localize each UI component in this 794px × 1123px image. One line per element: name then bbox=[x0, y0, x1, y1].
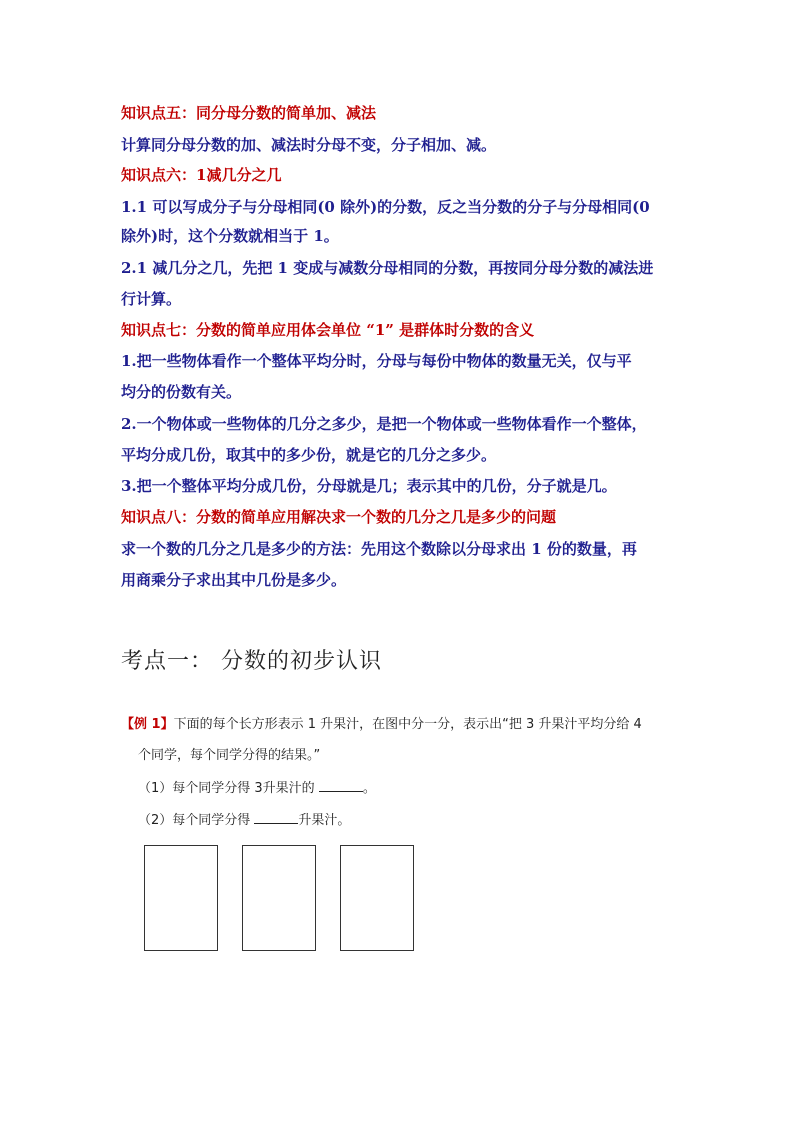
question-one-text: （1）每个同学分得 3升果汁的 bbox=[138, 781, 319, 796]
example-text-line1: 下面的每个长方形表示 1 升果汁，在图中分一分，表示出“把 3 升果汁平均分给 4 bbox=[173, 717, 642, 732]
section-text-five: 计算同分母分数的加、减法时分母不变，分子相加、减。 bbox=[121, 136, 497, 154]
section-text-seven-line2: 均分的份数有关。 bbox=[121, 383, 242, 401]
section-text-seven-line3: 2.一个物体或一些物体的几分之多少，是把一个物体或一些物体看作一个整体， bbox=[121, 415, 647, 433]
juice-rectangle-2[interactable] bbox=[242, 845, 316, 951]
section-text-six-line1: 1.1 可以写成分子与分母相同(0 除外)的分数，反之当分数的分子与分母相同(0 bbox=[121, 198, 650, 216]
section-title-six: 知识点六：1减几分之几 bbox=[121, 166, 282, 184]
juice-rectangle-1[interactable] bbox=[144, 845, 218, 951]
example-intro-line1 bbox=[121, 716, 642, 734]
section-text-seven-line5: 3.把一个整体平均分成几份，分母就是几；表示其中的几份，分子就是几。 bbox=[121, 477, 617, 495]
section-text-seven-line1: 1.把一些物体看作一个整体平均分时，分母与每份中物体的数量无关，仅与平 bbox=[121, 352, 632, 370]
section-text-eight-line1: 求一个数的几分之几是多少的方法：先用这个数除以分母求出 1 份的数量，再 bbox=[121, 540, 637, 558]
answer-blank-one[interactable] bbox=[319, 779, 363, 792]
question-two bbox=[138, 811, 350, 830]
answer-blank-two[interactable] bbox=[254, 811, 298, 824]
section-title-five: 知识点五：同分母分数的简单加、减法 bbox=[121, 104, 377, 122]
section-title-seven: 知识点七：分数的简单应用体会单位 “1” 是群体时分数的含义 bbox=[121, 321, 535, 339]
question-one-end: 。 bbox=[362, 781, 376, 796]
question-two-text: （2）每个同学分得 bbox=[138, 813, 255, 828]
example-tag: 【例 1】 bbox=[121, 717, 174, 732]
section-text-six-line3: 2.1 减几分之几，先把 1 变成与减数分母相同的分数，再按同分母分数的减法进 bbox=[121, 259, 654, 277]
example-text-line2: 个同学，每个同学分得的结果。” bbox=[138, 748, 321, 763]
section-text-eight-line2: 用商乘分子求出其中几份是多少。 bbox=[121, 571, 347, 589]
section-text-six-line2: 除外)时，这个分数就相当于 1。 bbox=[121, 227, 339, 245]
question-two-end: 升果汁。 bbox=[298, 813, 351, 828]
juice-rectangle-3[interactable] bbox=[340, 845, 414, 951]
section-text-six-line4: 行计算。 bbox=[121, 290, 182, 308]
question-one bbox=[138, 779, 376, 798]
section-title-eight: 知识点八：分数的简单应用解决求一个数的几分之几是多少的问题 bbox=[121, 508, 557, 526]
exam-point-heading: 考点一： 分数的初步认识 bbox=[121, 649, 382, 674]
section-text-seven-line4: 平均分成几份，取其中的多少份，就是它的几分之多少。 bbox=[121, 446, 497, 464]
